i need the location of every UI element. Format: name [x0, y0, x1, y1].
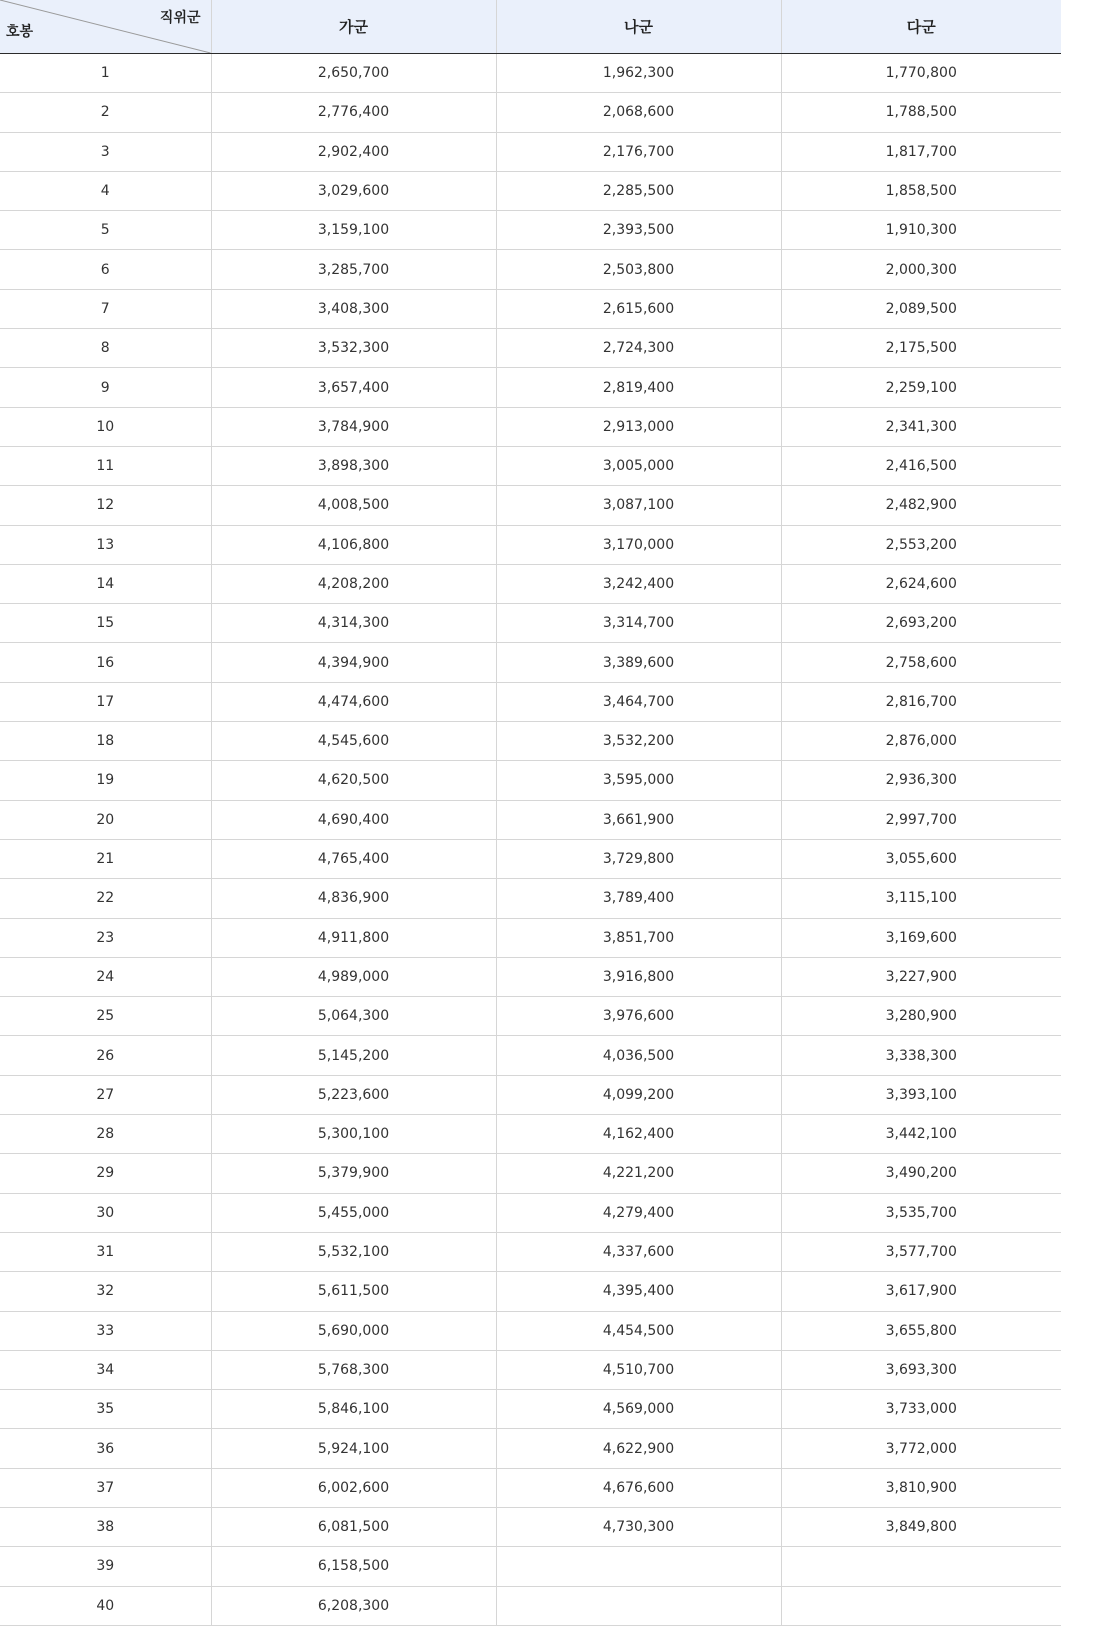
da-value-cell: 2,624,600	[781, 564, 1061, 603]
step-cell: 37	[0, 1468, 211, 1507]
ga-value-cell: 3,784,900	[211, 407, 496, 446]
table-row	[0, 329, 1061, 368]
na-value-cell	[496, 1547, 781, 1586]
ga-value-cell: 4,989,000	[211, 957, 496, 996]
na-value-cell: 3,005,000	[496, 446, 781, 485]
da-value-cell: 1,817,700	[781, 132, 1061, 171]
na-value-cell: 3,464,700	[496, 682, 781, 721]
na-value-cell: 3,170,000	[496, 525, 781, 564]
ga-value-cell: 6,158,500	[211, 1547, 496, 1586]
step-cell: 22	[0, 879, 211, 918]
table-row	[0, 1586, 1061, 1625]
na-value-cell: 3,976,600	[496, 997, 781, 1036]
na-value-cell: 2,913,000	[496, 407, 781, 446]
da-value-cell: 2,553,200	[781, 525, 1061, 564]
step-cell: 38	[0, 1507, 211, 1546]
ga-value-cell: 2,650,700	[211, 54, 496, 93]
da-value-cell: 2,816,700	[781, 682, 1061, 721]
da-value-cell: 2,089,500	[781, 289, 1061, 328]
da-value-cell: 3,169,600	[781, 918, 1061, 957]
na-value-cell: 3,532,200	[496, 722, 781, 761]
ga-value-cell: 5,300,100	[211, 1115, 496, 1154]
step-cell: 36	[0, 1429, 211, 1468]
table-row	[0, 1193, 1061, 1232]
step-cell: 14	[0, 564, 211, 603]
ga-value-cell: 4,106,800	[211, 525, 496, 564]
da-value-cell: 2,758,600	[781, 643, 1061, 682]
ga-value-cell: 3,657,400	[211, 368, 496, 407]
table-row	[0, 93, 1061, 132]
da-value-cell: 2,000,300	[781, 250, 1061, 289]
table-row	[0, 879, 1061, 918]
na-value-cell: 4,622,900	[496, 1429, 781, 1468]
da-value-cell: 3,490,200	[781, 1154, 1061, 1193]
step-cell: 34	[0, 1350, 211, 1389]
step-cell: 24	[0, 957, 211, 996]
da-value-cell: 3,442,100	[781, 1115, 1061, 1154]
table-row	[0, 1154, 1061, 1193]
table-row	[0, 682, 1061, 721]
table-row	[0, 1429, 1061, 1468]
na-value-cell: 3,729,800	[496, 839, 781, 878]
da-value-cell: 3,810,900	[781, 1468, 1061, 1507]
da-value-cell: 3,535,700	[781, 1193, 1061, 1232]
da-value-cell: 1,788,500	[781, 93, 1061, 132]
step-cell: 32	[0, 1272, 211, 1311]
na-value-cell: 1,962,300	[496, 54, 781, 93]
da-value-cell: 3,655,800	[781, 1311, 1061, 1350]
step-cell: 18	[0, 722, 211, 761]
na-value-cell: 3,314,700	[496, 604, 781, 643]
da-value-cell: 3,693,300	[781, 1350, 1061, 1389]
table-row	[0, 211, 1061, 250]
table-row	[0, 1311, 1061, 1350]
ga-value-cell: 4,690,400	[211, 800, 496, 839]
table-row	[0, 918, 1061, 957]
table-row	[0, 1232, 1061, 1271]
na-value-cell	[496, 1586, 781, 1625]
step-cell: 21	[0, 839, 211, 878]
ga-value-cell: 5,064,300	[211, 997, 496, 1036]
step-cell: 28	[0, 1115, 211, 1154]
table-body	[0, 54, 1061, 1626]
ga-value-cell: 3,898,300	[211, 446, 496, 485]
ga-value-cell: 5,924,100	[211, 1429, 496, 1468]
da-value-cell: 1,910,300	[781, 211, 1061, 250]
ga-value-cell: 4,911,800	[211, 918, 496, 957]
table-row	[0, 446, 1061, 485]
step-cell: 15	[0, 604, 211, 643]
na-value-cell: 4,676,600	[496, 1468, 781, 1507]
da-value-cell: 3,338,300	[781, 1036, 1061, 1075]
step-cell: 27	[0, 1075, 211, 1114]
step-cell: 20	[0, 800, 211, 839]
ga-value-cell: 4,314,300	[211, 604, 496, 643]
table-row	[0, 1468, 1061, 1507]
step-cell: 8	[0, 329, 211, 368]
da-value-cell: 3,055,600	[781, 839, 1061, 878]
da-value-cell: 2,997,700	[781, 800, 1061, 839]
step-cell: 4	[0, 171, 211, 210]
ga-value-cell: 5,223,600	[211, 1075, 496, 1114]
na-value-cell: 4,454,500	[496, 1311, 781, 1350]
ga-value-cell: 5,690,000	[211, 1311, 496, 1350]
na-value-cell: 2,503,800	[496, 250, 781, 289]
table-row	[0, 643, 1061, 682]
na-value-cell: 3,851,700	[496, 918, 781, 957]
ga-value-cell: 3,159,100	[211, 211, 496, 250]
step-cell: 10	[0, 407, 211, 446]
column-header-na: 나군	[496, 0, 781, 54]
da-value-cell: 3,577,700	[781, 1232, 1061, 1271]
na-value-cell: 3,661,900	[496, 800, 781, 839]
da-value-cell: 2,936,300	[781, 761, 1061, 800]
ga-value-cell: 4,208,200	[211, 564, 496, 603]
da-value-cell: 2,416,500	[781, 446, 1061, 485]
step-cell: 2	[0, 93, 211, 132]
ga-value-cell: 4,545,600	[211, 722, 496, 761]
step-cell: 7	[0, 289, 211, 328]
step-cell: 39	[0, 1547, 211, 1586]
step-cell: 6	[0, 250, 211, 289]
da-value-cell: 2,482,900	[781, 486, 1061, 525]
table-row	[0, 604, 1061, 643]
table-row	[0, 761, 1061, 800]
table-row	[0, 1115, 1061, 1154]
ga-value-cell: 5,145,200	[211, 1036, 496, 1075]
da-value-cell: 3,733,000	[781, 1390, 1061, 1429]
na-value-cell: 4,162,400	[496, 1115, 781, 1154]
na-value-cell: 3,242,400	[496, 564, 781, 603]
na-value-cell: 4,337,600	[496, 1232, 781, 1271]
table-row	[0, 800, 1061, 839]
na-value-cell: 4,221,200	[496, 1154, 781, 1193]
corner-header-cell	[0, 0, 211, 54]
step-cell: 13	[0, 525, 211, 564]
ga-value-cell: 5,768,300	[211, 1350, 496, 1389]
step-cell: 9	[0, 368, 211, 407]
na-value-cell: 3,595,000	[496, 761, 781, 800]
da-value-cell: 3,280,900	[781, 997, 1061, 1036]
table-row	[0, 839, 1061, 878]
na-value-cell: 3,916,800	[496, 957, 781, 996]
na-value-cell: 2,285,500	[496, 171, 781, 210]
da-value-cell: 2,175,500	[781, 329, 1061, 368]
step-cell: 11	[0, 446, 211, 485]
da-value-cell: 3,227,900	[781, 957, 1061, 996]
ga-value-cell: 2,776,400	[211, 93, 496, 132]
ga-value-cell: 4,620,500	[211, 761, 496, 800]
na-value-cell: 4,036,500	[496, 1036, 781, 1075]
da-value-cell: 2,693,200	[781, 604, 1061, 643]
na-value-cell: 4,099,200	[496, 1075, 781, 1114]
table-row	[0, 407, 1061, 446]
table-row	[0, 1390, 1061, 1429]
column-header-da: 다군	[781, 0, 1061, 54]
da-value-cell: 2,259,100	[781, 368, 1061, 407]
step-label: 호봉	[6, 24, 34, 40]
na-value-cell: 2,615,600	[496, 289, 781, 328]
table-row	[0, 1036, 1061, 1075]
step-cell: 19	[0, 761, 211, 800]
na-value-cell: 3,389,600	[496, 643, 781, 682]
da-value-cell	[781, 1586, 1061, 1625]
na-value-cell: 4,279,400	[496, 1193, 781, 1232]
table-row	[0, 486, 1061, 525]
table-row	[0, 250, 1061, 289]
step-cell: 26	[0, 1036, 211, 1075]
da-value-cell: 1,858,500	[781, 171, 1061, 210]
da-value-cell: 3,115,100	[781, 879, 1061, 918]
column-header-ga: 가군	[211, 0, 496, 54]
na-value-cell: 2,176,700	[496, 132, 781, 171]
ga-value-cell: 6,002,600	[211, 1468, 496, 1507]
ga-value-cell: 3,408,300	[211, 289, 496, 328]
table-row	[0, 525, 1061, 564]
ga-value-cell: 4,394,900	[211, 643, 496, 682]
table-row	[0, 1547, 1061, 1586]
table-row	[0, 564, 1061, 603]
ga-value-cell: 6,081,500	[211, 1507, 496, 1546]
step-cell: 16	[0, 643, 211, 682]
table-row	[0, 1075, 1061, 1114]
da-value-cell: 3,849,800	[781, 1507, 1061, 1546]
ga-value-cell: 5,532,100	[211, 1232, 496, 1271]
table-row	[0, 171, 1061, 210]
na-value-cell: 4,395,400	[496, 1272, 781, 1311]
da-value-cell: 2,876,000	[781, 722, 1061, 761]
na-value-cell: 3,087,100	[496, 486, 781, 525]
step-cell: 40	[0, 1586, 211, 1625]
table-row	[0, 957, 1061, 996]
step-cell: 23	[0, 918, 211, 957]
table-row	[0, 1350, 1061, 1389]
ga-value-cell: 4,474,600	[211, 682, 496, 721]
table-header-row	[0, 0, 1061, 54]
step-cell: 17	[0, 682, 211, 721]
da-value-cell: 3,617,900	[781, 1272, 1061, 1311]
ga-value-cell: 5,379,900	[211, 1154, 496, 1193]
position-group-label: 직위군	[159, 10, 201, 26]
da-value-cell: 3,393,100	[781, 1075, 1061, 1114]
ga-value-cell: 4,765,400	[211, 839, 496, 878]
step-cell: 33	[0, 1311, 211, 1350]
step-cell: 31	[0, 1232, 211, 1271]
table-row	[0, 1507, 1061, 1546]
step-cell: 1	[0, 54, 211, 93]
na-value-cell: 4,510,700	[496, 1350, 781, 1389]
table-row	[0, 997, 1061, 1036]
na-value-cell: 4,730,300	[496, 1507, 781, 1546]
ga-value-cell: 3,029,600	[211, 171, 496, 210]
ga-value-cell: 2,902,400	[211, 132, 496, 171]
ga-value-cell: 4,008,500	[211, 486, 496, 525]
ga-value-cell: 5,455,000	[211, 1193, 496, 1232]
table-row	[0, 54, 1061, 93]
na-value-cell: 2,393,500	[496, 211, 781, 250]
na-value-cell: 2,724,300	[496, 329, 781, 368]
step-cell: 30	[0, 1193, 211, 1232]
step-cell: 12	[0, 486, 211, 525]
ga-value-cell: 5,611,500	[211, 1272, 496, 1311]
step-cell: 5	[0, 211, 211, 250]
na-value-cell: 2,068,600	[496, 93, 781, 132]
step-cell: 35	[0, 1390, 211, 1429]
da-value-cell	[781, 1547, 1061, 1586]
ga-value-cell: 3,532,300	[211, 329, 496, 368]
ga-value-cell: 5,846,100	[211, 1390, 496, 1429]
ga-value-cell: 6,208,300	[211, 1586, 496, 1625]
da-value-cell: 2,341,300	[781, 407, 1061, 446]
na-value-cell: 4,569,000	[496, 1390, 781, 1429]
ga-value-cell: 4,836,900	[211, 879, 496, 918]
table-row	[0, 289, 1061, 328]
step-cell: 3	[0, 132, 211, 171]
table-row	[0, 368, 1061, 407]
ga-value-cell: 3,285,700	[211, 250, 496, 289]
table-row	[0, 1272, 1061, 1311]
step-cell: 25	[0, 997, 211, 1036]
da-value-cell: 1,770,800	[781, 54, 1061, 93]
na-value-cell: 2,819,400	[496, 368, 781, 407]
table-row	[0, 722, 1061, 761]
da-value-cell: 3,772,000	[781, 1429, 1061, 1468]
table-row	[0, 132, 1061, 171]
na-value-cell: 3,789,400	[496, 879, 781, 918]
step-cell: 29	[0, 1154, 211, 1193]
